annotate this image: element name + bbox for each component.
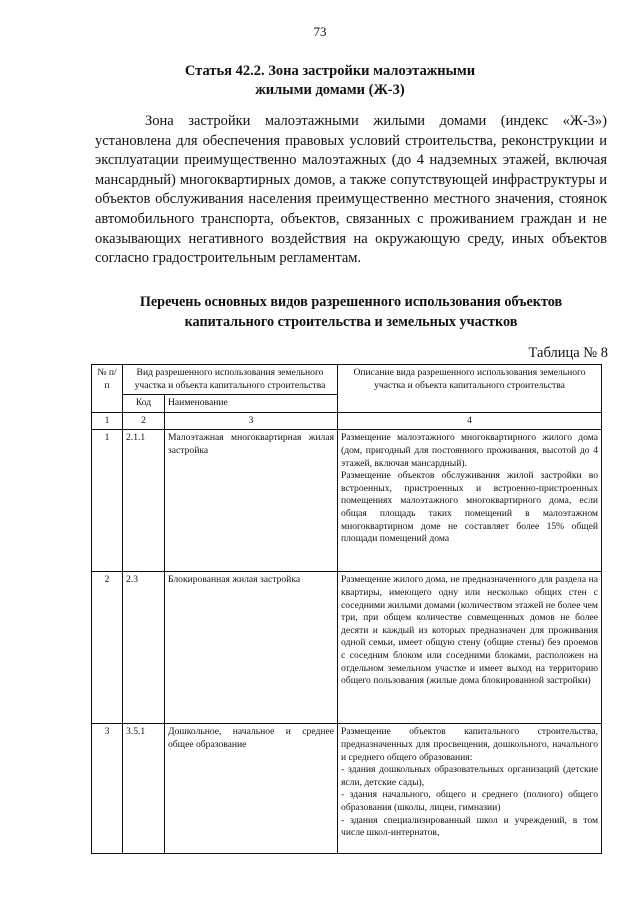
row-description [338, 430, 602, 572]
header-name: Наименование [165, 395, 338, 413]
row-description [338, 724, 602, 854]
article-title-line1: Статья 42.2. Зона застройки малоэтажными [184, 63, 476, 79]
list-title-line1: Перечень основных видов разрешенного использования объектов [139, 294, 563, 310]
row-name: Малоэтажная многоквартирная жилая застройка [165, 430, 338, 572]
header-code: Код [123, 395, 165, 413]
index-cell: 2 [123, 412, 165, 430]
description-paragraph: - здания специализированный школ и учреждений, в том числе школ-интернатов, [341, 814, 599, 839]
row-code: 2.1.1 [123, 430, 165, 572]
index-cell: 4 [338, 412, 602, 430]
row-name: Блокированная жилая застройка [165, 572, 338, 724]
intro-paragraph: Зона застройки малоэтажными жилыми домами (индекс «Ж-3») установлена для обеспечения правовых условий строительства, реконструкции и эксплуатации преимущественно малоэтажных (до 4 надземных этажей, включая мансардный) многоквартирных домов, а также сопутствующей инфраструктуры и объектов обслуживания населения преимущественно местного значения, стоянок автомобильного транспорта, объектов, связанных с проживанием граждан и не оказывающих негативного воздействия на окружающую среду, иных объектов согласно градостроительным регламентам. [95, 113, 607, 267]
header-kind: Вид разрешенного использования земельного участка и объекта капитального строительства [123, 365, 338, 395]
description-paragraph: Размещение малоэтажного многоквартирного жилого дома (дом, пригодный для постоянного проживания, высотой до 4 этажей, включая мансардный). [341, 432, 599, 469]
row-num: 1 [92, 430, 123, 572]
table-row [92, 572, 602, 724]
description-paragraph: Размещение объектов капитального строительства, предназначенных для просвещения, дошкольного, начального и среднего общего образования: [341, 726, 599, 763]
row-name: Дошкольное, начальное и среднее общее образование [165, 724, 338, 854]
header-num: № п/п [92, 365, 123, 413]
permitted-use-table [91, 364, 602, 854]
description-paragraph: - здания начального, общего и среднего (полного) общего образования (школы, лицеи, гимназии) [341, 789, 599, 813]
table-header-row [92, 365, 602, 395]
description-paragraph: - здания дошкольных образовательных организаций (детские ясли, детские сады), [341, 764, 599, 788]
row-num: 3 [92, 724, 123, 854]
row-code: 2.3 [123, 572, 165, 724]
description-paragraph: Размещение жилого дома, не предназначенного для раздела на квартиры, имеющего одну или несколько общих стен с соседними жилыми домами (количеством этажей не более чем три, при общем количестве совмещенных домов не более десяти и каждый из которых предназначен для проживания одной семьи, имеет общую стену (общие стены) без проемов с соседним блоком или соседними блоками, расположен на отдельном земельном участке и имеет выход на территорию общего пользования (жилые дома блокированной застройки) [341, 574, 599, 687]
list-title-line2: капитального строительства и земельных участков [184, 314, 518, 330]
table-index-row [92, 412, 602, 430]
page-number: 73 [313, 24, 327, 39]
row-description [338, 572, 602, 724]
header-desc: Описание вида разрешенного использования земельного участка и объекта капитального строительства [338, 365, 602, 413]
description-paragraph: Размещение объектов обслуживания жилой застройки во встроенных, пристроенных и встроенно-пристроенных помещениях малоэтажного многоквартирного дома, если общая площадь таких помещений в малоэтажном многоквартирном доме не составляет более 15% общей площади помещений дома [341, 470, 599, 545]
article-title [110, 62, 550, 100]
table-row [92, 724, 602, 854]
index-cell: 3 [165, 412, 338, 430]
row-code: 3.5.1 [123, 724, 165, 854]
index-cell: 1 [92, 412, 123, 430]
table-row [92, 430, 602, 572]
row-num: 2 [92, 572, 123, 724]
article-title-line2: жилыми домами (Ж-3) [255, 82, 405, 98]
table-caption: Таблица № 8 [528, 345, 608, 361]
list-title [95, 292, 607, 332]
